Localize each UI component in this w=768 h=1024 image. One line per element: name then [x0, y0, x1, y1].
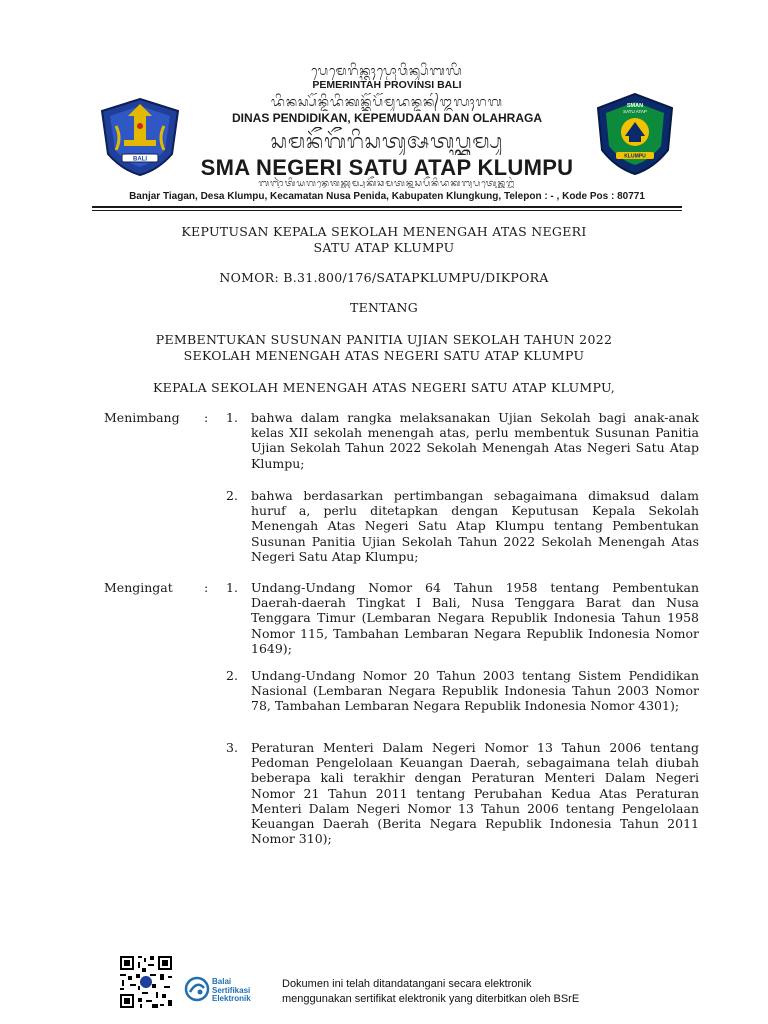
- menimbang-item-2-number: 2.: [226, 488, 238, 503]
- right-logo-ribbon-text: KLUMPU: [624, 153, 646, 160]
- subject-line-1: PEMBENTUKAN SUSUNAN PANITIA UJIAN SEKOLAH TAHUN 2022: [155, 332, 613, 347]
- issuing-authority: KEPALA SEKOLAH MENENGAH ATAS NEGERI SATU ATAP KLUMPU,: [153, 380, 615, 395]
- signature-note-line-1: Dokumen ini telah ditandatangani secara elektronik: [282, 978, 532, 990]
- bsre-name-line-1: Balai: [212, 977, 232, 986]
- balinese-line-4: ᬩᬜ᭄ᬚᬃᬢᬶᬬᬕᬦ᭄ᬤᬾᬰᬓ᭄ᬮᬸᬫ᭄ᬧᬸᬓᭂᬘᬫᬢᬦ᭄ᬦᬸᬲᬧᭂᬦᬶᬤᬓᬩᬸᬧᬢᬾᬦ᭄ᬓ᭄ᬮᬸᬗ᭄ᬓᬸᬂ: [258, 179, 516, 188]
- mengingat-label: Mengingat: [104, 580, 173, 595]
- school-emblem: [596, 92, 674, 180]
- letterhead-divider-thin: [92, 210, 682, 211]
- school-address: Banjar Tiagan, Desa Klumpu, Kecamatan Nusa Penida, Kabupaten Klungkung, Telepon : - , Kode Pos : 80771: [129, 191, 645, 202]
- bsre-name-line-3: Elektronik: [212, 994, 251, 1003]
- balinese-line-2: ᬤᬶᬦᬲ᭄ᬧᭂᬦ᭄ᬤᬶᬤᬶᬓᬦ᭄ᬓᭂᬧᭂᬫᬸᬤᬦ᭄ᬤᬦ᭄ᬑᬮᬄᬭᬕ: [271, 95, 503, 110]
- office-name: DINAS PENDIDIKAN, KEPEMUDAAN DAN OLAHRAGA: [231, 111, 542, 125]
- signature-footer: [118, 954, 658, 1014]
- bsre-name-line-2: Sertifikasi: [212, 985, 251, 995]
- decree-title-line-1: KEPUTUSAN KEPALA SEKOLAH MENENGAH ATAS NEGERI: [181, 224, 587, 239]
- decree-title-line-2: SATU ATAP KLUMPU: [313, 240, 455, 255]
- balinese-line-3: ᬲᬫᬦᭂᬕᭂᬭᬶᬲᬢᬸᬅᬢᬧ᭄ᬓ᭄ᬮᬸᬫ᭄ᬧᬸ: [270, 129, 504, 153]
- left-logo-ribbon-text: BALI: [133, 156, 147, 163]
- menimbang-label: Menimbang: [104, 410, 180, 425]
- mengingat-item-3-text: Peraturan Menteri Dalam Negeri Nomor 13 Tahun 2006 tentang Pedoman Pengelolaan Keuangan Daerah, sebagaimana telah diubah beberapa kali terakhir dengan Peraturan Menteri Dalam Negeri Nomor 21 Tahun 2011 tentang Perubahan Kedua Atas Peraturan Menteri Dalam Negeri Nomor 13 Tahun 2006 tentang Pengelolaan Keuangan Daerah (Berita Negara Republik Indonesia Tahun 2011 Nomor 310);: [251, 740, 699, 847]
- menimbang-colon: :: [204, 410, 209, 425]
- letterhead: [92, 56, 682, 216]
- menimbang-item-1-text: bahwa dalam rangka melaksanakan Ujian Sekolah bagi anak-anak kelas XII sekolah menengah atas, perlu membentuk Susunan Panitia Ujian Sekolah Tahun 2022 Sekolah Menengah Atas Negeri Satu Atap Klumpu;: [251, 410, 699, 471]
- electronic-signature-note: [282, 977, 579, 1007]
- bali-province-emblem: [98, 96, 182, 182]
- signature-note-line-2: menggunakan sertifikat elektronik yang diterbitkan oleh BSrE: [282, 993, 580, 1005]
- letterhead-text: [192, 56, 582, 181]
- mengingat-item-2-number: 2.: [226, 668, 238, 683]
- mengingat-item-1-number: 1.: [226, 580, 238, 595]
- about-heading: TENTANG: [349, 300, 419, 315]
- bsre-logo-icon: [184, 976, 210, 1006]
- bsre-name: [212, 978, 251, 1004]
- right-logo-top-text: SMAN: [626, 103, 644, 109]
- menimbang-item-1-number: 1.: [226, 410, 238, 425]
- province-name: PEMERINTAH PROVINSI BALI: [312, 79, 462, 91]
- qr-code: [118, 954, 174, 1010]
- subject-line-2: SEKOLAH MENENGAH ATAS NEGERI SATU ATAP KLUMPU: [183, 348, 585, 363]
- mengingat-item-3-number: 3.: [226, 740, 238, 755]
- balinese-line-1: ᬧᬾᬫᬾᬭᬶᬦ᭄ᬢᬄᬧ᭄ᬭᭀᬯᬶᬦ᭄ᬲᬶᬩᬮᬶ: [311, 64, 463, 79]
- right-logo-sub-text: SATU ATAP: [623, 109, 647, 114]
- mengingat-item-2-text: Undang-Undang Nomor 20 Tahun 2003 tentang Sistem Pendidikan Nasional (Lembaran Negara Republik Indonesia Tahun 2003 Nomor 78, Tambahan Lembaran Negara Republik Indonesia Nomor 4301);: [251, 668, 699, 714]
- menimbang-item-2-text: bahwa berdasarkan pertimbangan sebagaimana dimaksud dalam huruf a, perlu ditetapkan dengan Keputusan Kepala Sekolah Menengah Atas Negeri Satu Atap Klumpu tentang Pembentukan Susunan Panitia Ujian Sekolah Tahun 2022 Sekolah Menengah Atas Negeri Satu Atap Klumpu;: [251, 488, 699, 564]
- school-name: SMA NEGERI SATU ATAP KLUMPU: [200, 155, 574, 180]
- mengingat-item-1-text: Undang-Undang Nomor 64 Tahun 1958 tentang Pembentukan Daerah-daerah Tingkat I Bali, Nusa Tenggara Barat dan Nusa Tenggara Timur (Lembaran Negara Republik Indonesia Tahun 1958 Nomor 115, Tambahan Lembaran Negara Republik Indonesia Nomor 1649);: [251, 580, 699, 656]
- decree-number: NOMOR: B.31.800/176/SATAPKLUMPU/DIKPORA: [219, 270, 549, 285]
- letterhead-divider-thick: [92, 206, 682, 208]
- mengingat-colon: :: [204, 580, 209, 595]
